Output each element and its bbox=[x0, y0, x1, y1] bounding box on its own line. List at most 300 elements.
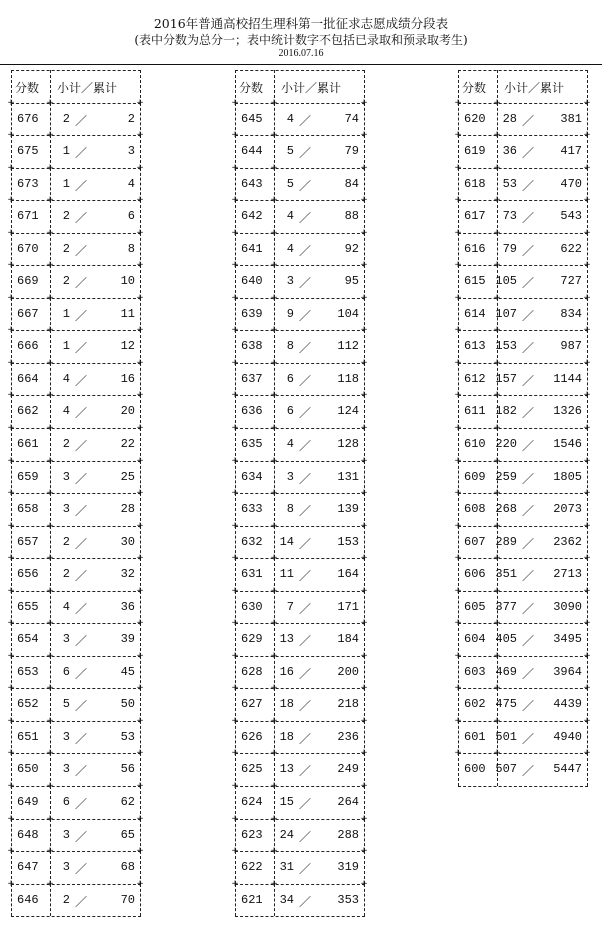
table-cross-mark: + bbox=[7, 846, 15, 857]
cumulative-cell: 68 bbox=[120, 860, 135, 875]
table-cross-mark: + bbox=[46, 292, 54, 303]
table-cross-mark: + bbox=[493, 748, 501, 759]
score-cell: 635 bbox=[241, 437, 263, 452]
table-cross-mark: + bbox=[136, 813, 144, 824]
slash-separator: ／ bbox=[522, 277, 535, 292]
table-row bbox=[7, 650, 144, 689]
table-cross-mark: + bbox=[360, 390, 368, 401]
table-row-rule bbox=[11, 851, 141, 852]
table-row-rule bbox=[235, 265, 365, 266]
table-cross-mark: + bbox=[7, 292, 15, 303]
table-cross-mark: + bbox=[454, 650, 462, 661]
table-cross-mark: + bbox=[270, 683, 278, 694]
slash-separator: ／ bbox=[75, 342, 88, 357]
count-cell: 73 bbox=[502, 209, 517, 224]
table-row-rule bbox=[458, 298, 588, 299]
table-row-rule bbox=[235, 493, 365, 494]
score-cell: 640 bbox=[241, 274, 263, 289]
score-cell: 607 bbox=[464, 534, 486, 549]
count-cell: 24 bbox=[279, 827, 294, 842]
count-cell: 4 bbox=[286, 209, 294, 224]
cumulative-cell: 987 bbox=[560, 339, 582, 354]
table-cross-mark: + bbox=[270, 520, 278, 531]
slash-separator: ／ bbox=[75, 505, 88, 520]
table-cross-mark: + bbox=[583, 650, 591, 661]
table-row bbox=[7, 325, 144, 363]
table-row bbox=[454, 260, 591, 298]
table-row bbox=[231, 130, 368, 168]
count-cell: 2 bbox=[62, 534, 70, 549]
table-row bbox=[454, 227, 591, 266]
table-row-rule bbox=[11, 753, 141, 754]
cumulative-cell: 184 bbox=[337, 632, 359, 647]
table-cross-mark: + bbox=[360, 488, 368, 499]
table-cross-mark: + bbox=[493, 715, 501, 726]
table-cross-mark: + bbox=[454, 260, 462, 271]
table-cross-mark: + bbox=[583, 227, 591, 238]
table-cross-mark: + bbox=[583, 553, 591, 564]
table-cross-mark: + bbox=[583, 162, 591, 173]
cumulative-cell: 153 bbox=[337, 534, 359, 549]
count-cell: 2 bbox=[62, 567, 70, 582]
table-bottom-rule bbox=[458, 786, 588, 787]
score-cell: 657 bbox=[17, 534, 39, 549]
table-header-row bbox=[458, 70, 588, 103]
count-cell: 6 bbox=[286, 371, 294, 386]
slash-separator: ／ bbox=[299, 570, 312, 585]
cumulative-cell: 381 bbox=[560, 111, 582, 126]
table-cross-mark: + bbox=[360, 715, 368, 726]
cumulative-cell: 1326 bbox=[553, 404, 582, 419]
cumulative-cell: 22 bbox=[120, 437, 135, 452]
score-cell: 652 bbox=[17, 697, 39, 712]
table-cross-mark: + bbox=[493, 357, 501, 368]
table-cross-mark: + bbox=[493, 325, 501, 336]
table-row bbox=[7, 813, 144, 852]
table-row-rule bbox=[11, 330, 141, 331]
table-cross-mark: + bbox=[360, 813, 368, 824]
cumulative-cell: 2073 bbox=[553, 502, 582, 517]
count-cell: 2 bbox=[62, 111, 70, 126]
slash-separator: ／ bbox=[75, 277, 88, 292]
table-row bbox=[231, 846, 368, 884]
table-cross-mark: + bbox=[46, 618, 54, 629]
slash-separator: ／ bbox=[75, 798, 88, 813]
table-cross-mark: + bbox=[360, 618, 368, 629]
table-cross-mark: + bbox=[454, 488, 462, 499]
table-cross-mark: + bbox=[583, 748, 591, 759]
score-cell: 630 bbox=[241, 599, 263, 614]
table-row bbox=[454, 423, 591, 461]
table-row-rule bbox=[458, 428, 588, 429]
cumulative-cell: 727 bbox=[560, 274, 582, 289]
table-row bbox=[231, 748, 368, 786]
table-row-rule bbox=[11, 363, 141, 364]
count-cell: 268 bbox=[495, 502, 517, 517]
count-cell: 5 bbox=[286, 144, 294, 159]
table-cross-mark: + bbox=[270, 227, 278, 238]
table-cross-mark: + bbox=[7, 618, 15, 629]
table-row-rule bbox=[235, 721, 365, 722]
table-cross-mark: + bbox=[136, 748, 144, 759]
count-cell: 4 bbox=[62, 371, 70, 386]
table-row bbox=[231, 520, 368, 559]
table-cross-mark: + bbox=[231, 292, 239, 303]
table-cross-mark: + bbox=[136, 162, 144, 173]
score-cell: 651 bbox=[17, 729, 39, 744]
table-cross-mark: + bbox=[46, 846, 54, 857]
cumulative-cell: 4 bbox=[127, 176, 135, 191]
table-cross-mark: + bbox=[454, 618, 462, 629]
score-cell: 642 bbox=[241, 209, 263, 224]
table-cross-mark: + bbox=[46, 748, 54, 759]
table-row-rule bbox=[458, 623, 588, 624]
count-cell: 153 bbox=[495, 339, 517, 354]
score-cell: 610 bbox=[464, 437, 486, 452]
table-row-rule bbox=[11, 721, 141, 722]
slash-separator: ／ bbox=[75, 863, 88, 878]
table-row-rule bbox=[235, 591, 365, 592]
score-cell: 634 bbox=[241, 469, 263, 484]
table-cross-mark: + bbox=[136, 260, 144, 271]
table-cross-mark: + bbox=[46, 488, 54, 499]
table-cross-mark: + bbox=[231, 520, 239, 531]
table-cross-mark: + bbox=[583, 455, 591, 466]
score-cell: 605 bbox=[464, 599, 486, 614]
slash-separator: ／ bbox=[522, 732, 535, 747]
table-cross-mark: + bbox=[270, 878, 278, 889]
table-row-rule bbox=[458, 233, 588, 234]
score-cell: 675 bbox=[17, 144, 39, 159]
score-cell: 658 bbox=[17, 502, 39, 517]
slash-separator: ／ bbox=[299, 732, 312, 747]
slash-separator: ／ bbox=[522, 440, 535, 455]
table-row bbox=[231, 715, 368, 754]
cumulative-cell: 3 bbox=[127, 144, 135, 159]
table-cross-mark: + bbox=[136, 585, 144, 596]
table-cross-mark: + bbox=[136, 325, 144, 336]
table-row bbox=[231, 683, 368, 721]
count-cell: 18 bbox=[279, 729, 294, 744]
table-row bbox=[231, 195, 368, 233]
table-cross-mark: + bbox=[136, 846, 144, 857]
table-cross-mark: + bbox=[231, 423, 239, 434]
table-row-rule bbox=[11, 265, 141, 266]
count-cell: 1 bbox=[62, 176, 70, 191]
score-cell: 624 bbox=[241, 795, 263, 810]
table-row-rule bbox=[235, 70, 365, 71]
count-cell: 36 bbox=[502, 144, 517, 159]
cumulative-cell: 2362 bbox=[553, 534, 582, 549]
score-cell: 647 bbox=[17, 860, 39, 875]
table-cross-mark: + bbox=[231, 781, 239, 792]
table-cross-mark: + bbox=[46, 260, 54, 271]
score-cell: 649 bbox=[17, 795, 39, 810]
table-cross-mark: + bbox=[7, 455, 15, 466]
count-cell: 13 bbox=[279, 762, 294, 777]
score-cell: 625 bbox=[241, 762, 263, 777]
slash-separator: ／ bbox=[299, 212, 312, 227]
table-cross-mark: + bbox=[231, 846, 239, 857]
cumulative-cell: 319 bbox=[337, 860, 359, 875]
cumulative-cell: 2713 bbox=[553, 567, 582, 582]
table-row-rule bbox=[11, 103, 141, 104]
cumulative-cell: 1805 bbox=[553, 469, 582, 484]
score-table-2 bbox=[231, 70, 368, 916]
table-cross-mark: + bbox=[493, 553, 501, 564]
table-row-rule bbox=[458, 168, 588, 169]
count-cell: 6 bbox=[62, 795, 70, 810]
table-row bbox=[231, 227, 368, 266]
table-row bbox=[7, 878, 144, 917]
count-cell: 8 bbox=[286, 502, 294, 517]
table-row-rule bbox=[458, 461, 588, 462]
score-cell: 669 bbox=[17, 274, 39, 289]
cumulative-cell: 39 bbox=[120, 632, 135, 647]
cumulative-cell: 32 bbox=[120, 567, 135, 582]
table-cross-mark: + bbox=[7, 260, 15, 271]
count-cell: 3 bbox=[62, 729, 70, 744]
table-cross-mark: + bbox=[454, 195, 462, 206]
table-cross-mark: + bbox=[454, 585, 462, 596]
slash-separator: ／ bbox=[522, 602, 535, 617]
table-row bbox=[7, 423, 144, 461]
table-cross-mark: + bbox=[46, 195, 54, 206]
count-cell: 18 bbox=[279, 697, 294, 712]
table-cross-mark: + bbox=[493, 130, 501, 141]
table-row-rule bbox=[11, 591, 141, 592]
table-row bbox=[7, 357, 144, 396]
slash-separator: ／ bbox=[299, 277, 312, 292]
table-row bbox=[7, 195, 144, 233]
table-cross-mark: + bbox=[136, 520, 144, 531]
cumulative-cell: 28 bbox=[120, 502, 135, 517]
table-cross-mark: + bbox=[583, 520, 591, 531]
table-cross-mark: + bbox=[360, 227, 368, 238]
score-cell: 637 bbox=[241, 371, 263, 386]
table-bottom-rule bbox=[11, 916, 141, 917]
slash-separator: ／ bbox=[299, 407, 312, 422]
cumulative-cell: 288 bbox=[337, 827, 359, 842]
header-score: 分数 bbox=[462, 81, 487, 95]
score-cell: 628 bbox=[241, 664, 263, 679]
table-cross-mark: + bbox=[270, 260, 278, 271]
slash-separator: ／ bbox=[75, 244, 88, 259]
table-cross-mark: + bbox=[270, 195, 278, 206]
table-row-rule bbox=[235, 786, 365, 787]
table-row bbox=[7, 390, 144, 428]
slash-separator: ／ bbox=[522, 505, 535, 520]
count-cell: 289 bbox=[495, 534, 517, 549]
table-cross-mark: + bbox=[583, 683, 591, 694]
count-cell: 1 bbox=[62, 144, 70, 159]
cumulative-cell: 4439 bbox=[553, 697, 582, 712]
count-cell: 475 bbox=[495, 697, 517, 712]
table-cross-mark: + bbox=[360, 520, 368, 531]
count-cell: 16 bbox=[279, 664, 294, 679]
score-cell: 656 bbox=[17, 567, 39, 582]
table-cross-mark: + bbox=[7, 390, 15, 401]
table-cross-mark: + bbox=[583, 325, 591, 336]
count-cell: 157 bbox=[495, 371, 517, 386]
table-cross-mark: + bbox=[454, 455, 462, 466]
table-row bbox=[454, 357, 591, 396]
table-row bbox=[7, 781, 144, 819]
table-cross-mark: + bbox=[7, 748, 15, 759]
table-cross-mark: + bbox=[7, 650, 15, 661]
cumulative-cell: 622 bbox=[560, 241, 582, 256]
count-cell: 2 bbox=[62, 209, 70, 224]
table-cross-mark: + bbox=[231, 650, 239, 661]
score-cell: 617 bbox=[464, 209, 486, 224]
table-cross-mark: + bbox=[231, 618, 239, 629]
slash-separator: ／ bbox=[75, 602, 88, 617]
slash-separator: ／ bbox=[522, 407, 535, 422]
table-row-rule bbox=[11, 526, 141, 527]
table-cross-mark: + bbox=[231, 357, 239, 368]
table-cross-mark: + bbox=[270, 781, 278, 792]
count-cell: 3 bbox=[62, 632, 70, 647]
score-cell: 629 bbox=[241, 632, 263, 647]
table-row bbox=[231, 357, 368, 396]
table-row-rule bbox=[458, 265, 588, 266]
table-cross-mark: + bbox=[454, 292, 462, 303]
slash-separator: ／ bbox=[75, 830, 88, 845]
score-cell: 602 bbox=[464, 697, 486, 712]
cumulative-cell: 70 bbox=[120, 892, 135, 907]
count-cell: 107 bbox=[495, 306, 517, 321]
table-cross-mark: + bbox=[46, 97, 54, 108]
table-row bbox=[7, 683, 144, 721]
cumulative-cell: 1144 bbox=[553, 371, 582, 386]
table-cross-mark: + bbox=[231, 195, 239, 206]
count-cell: 2 bbox=[62, 274, 70, 289]
cumulative-cell: 139 bbox=[337, 502, 359, 517]
score-cell: 608 bbox=[464, 502, 486, 517]
table-row bbox=[231, 97, 368, 136]
slash-separator: ／ bbox=[522, 700, 535, 715]
table-row bbox=[7, 227, 144, 266]
score-cell: 661 bbox=[17, 437, 39, 452]
table-row-rule bbox=[235, 428, 365, 429]
table-cross-mark: + bbox=[360, 683, 368, 694]
count-cell: 5 bbox=[286, 176, 294, 191]
table-cross-mark: + bbox=[583, 488, 591, 499]
table-row-rule bbox=[11, 656, 141, 657]
count-cell: 11 bbox=[279, 567, 294, 582]
table-cross-mark: + bbox=[360, 325, 368, 336]
table-row bbox=[7, 618, 144, 656]
table-row-rule bbox=[11, 493, 141, 494]
score-cell: 609 bbox=[464, 469, 486, 484]
table-row bbox=[231, 585, 368, 624]
slash-separator: ／ bbox=[299, 635, 312, 650]
score-cell: 619 bbox=[464, 144, 486, 159]
cumulative-cell: 128 bbox=[337, 437, 359, 452]
table-cross-mark: + bbox=[360, 878, 368, 889]
table-row bbox=[7, 292, 144, 331]
table-row-rule bbox=[11, 786, 141, 787]
table-bottom-rule bbox=[235, 916, 365, 917]
cumulative-cell: 171 bbox=[337, 599, 359, 614]
cumulative-cell: 11 bbox=[120, 306, 135, 321]
cumulative-cell: 118 bbox=[337, 371, 359, 386]
count-cell: 4 bbox=[286, 111, 294, 126]
score-cell: 614 bbox=[464, 306, 486, 321]
table-cross-mark: + bbox=[136, 357, 144, 368]
table-row-rule bbox=[11, 819, 141, 820]
table-row-rule bbox=[235, 656, 365, 657]
score-cell: 616 bbox=[464, 241, 486, 256]
slash-separator: ／ bbox=[299, 667, 312, 682]
table-row-rule bbox=[235, 884, 365, 885]
table-cross-mark: + bbox=[583, 260, 591, 271]
table-row-rule bbox=[458, 493, 588, 494]
table-cross-mark: + bbox=[454, 748, 462, 759]
table-cross-mark: + bbox=[270, 618, 278, 629]
table-cross-mark: + bbox=[493, 650, 501, 661]
slash-separator: ／ bbox=[522, 374, 535, 389]
table-row bbox=[7, 520, 144, 559]
cumulative-cell: 104 bbox=[337, 306, 359, 321]
table-row-rule bbox=[458, 591, 588, 592]
table-row-rule bbox=[458, 395, 588, 396]
table-cross-mark: + bbox=[360, 650, 368, 661]
table-cross-mark: + bbox=[583, 585, 591, 596]
table-cross-mark: + bbox=[270, 162, 278, 173]
count-cell: 15 bbox=[279, 795, 294, 810]
table-cross-mark: + bbox=[454, 423, 462, 434]
score-cell: 604 bbox=[464, 632, 486, 647]
cumulative-cell: 25 bbox=[120, 469, 135, 484]
table-row bbox=[454, 520, 591, 559]
table-cross-mark: + bbox=[46, 130, 54, 141]
slash-separator: ／ bbox=[75, 407, 88, 422]
table-cross-mark: + bbox=[583, 357, 591, 368]
table-cross-mark: + bbox=[46, 715, 54, 726]
table-cross-mark: + bbox=[136, 618, 144, 629]
slash-separator: ／ bbox=[299, 374, 312, 389]
table-cross-mark: + bbox=[46, 781, 54, 792]
table-row bbox=[454, 162, 591, 201]
table-cross-mark: + bbox=[46, 650, 54, 661]
slash-separator: ／ bbox=[299, 798, 312, 813]
cumulative-cell: 249 bbox=[337, 762, 359, 777]
header-count-cumulative: 小计／累计 bbox=[57, 81, 118, 95]
table-cross-mark: + bbox=[583, 195, 591, 206]
table-cross-mark: + bbox=[136, 715, 144, 726]
score-cell: 638 bbox=[241, 339, 263, 354]
count-cell: 53 bbox=[502, 176, 517, 191]
score-table-1 bbox=[7, 70, 144, 916]
table-cross-mark: + bbox=[136, 455, 144, 466]
count-cell: 3 bbox=[286, 274, 294, 289]
cumulative-cell: 112 bbox=[337, 339, 359, 354]
table-cross-mark: + bbox=[270, 292, 278, 303]
score-cell: 654 bbox=[17, 632, 39, 647]
count-cell: 3 bbox=[62, 762, 70, 777]
slash-separator: ／ bbox=[75, 570, 88, 585]
page-title: 2016年普通高校招生理科第一批征求志愿成绩分段表 bbox=[153, 16, 449, 31]
count-cell: 2 bbox=[62, 437, 70, 452]
table-cross-mark: + bbox=[46, 390, 54, 401]
count-cell: 182 bbox=[495, 404, 517, 419]
table-cross-mark: + bbox=[360, 260, 368, 271]
score-cell: 646 bbox=[17, 892, 39, 907]
table-cross-mark: + bbox=[270, 455, 278, 466]
table-cross-mark: + bbox=[7, 781, 15, 792]
count-cell: 2 bbox=[62, 892, 70, 907]
